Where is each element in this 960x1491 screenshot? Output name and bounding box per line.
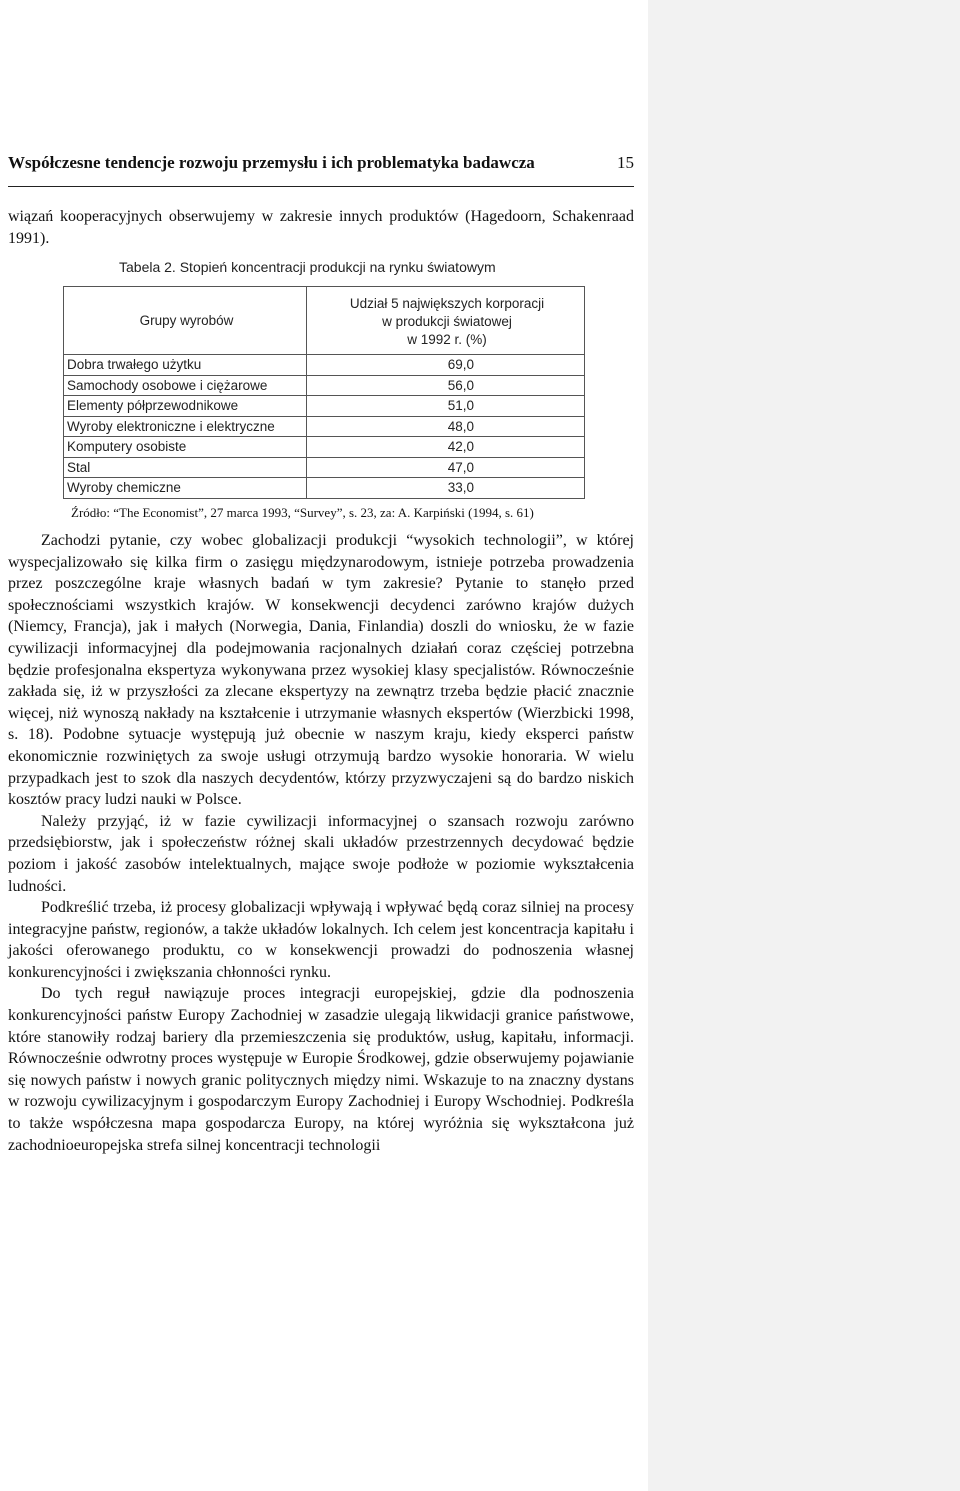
- row-group-cell: Komputery osobiste: [64, 437, 307, 458]
- table-row: [64, 457, 585, 478]
- header-title: Współczesne tendencje rozwoju przemysłu i ich problematyka badawcza: [8, 153, 535, 172]
- table-row: [64, 478, 585, 499]
- body-paragraph: Podkreślić trzeba, iż procesy globalizacji wpływają i wpływać będą coraz silniej na procesy integracyjne państw, regionów, a także układów lokalnych. Ich celem jest koncentracja kapitału i jakości oferowanego produktu, co w konsekwencji prowadzi do podnoszenia własnej konkurencyjności i zwiększania chłonności rynku.: [8, 899, 634, 981]
- row-group-cell: Dobra trwałego użytku: [64, 355, 307, 376]
- intro-paragraph: wiązań kooperacyjnych obserwujemy w zakresie innych produktów (Hagedoorn, Schakenraad 1991).: [8, 208, 634, 247]
- column-header-share-line1: Udział 5 największych korporacji: [349, 296, 545, 311]
- row-value-cell: 33,0: [307, 478, 585, 499]
- row-value-cell: 42,0: [307, 437, 585, 458]
- table-row: [64, 355, 585, 376]
- table-row: [64, 396, 585, 417]
- concentration-table: [63, 286, 585, 499]
- column-header-share-line3: w 1992 r. (%): [407, 332, 487, 347]
- row-group-cell: Wyroby elektroniczne i elektryczne: [64, 416, 307, 437]
- table-caption: Tabela 2. Stopień koncentracji produkcji na rynku światowym: [119, 259, 496, 275]
- column-header-share: [307, 287, 585, 355]
- body-text: [8, 530, 634, 1156]
- row-value-cell: 48,0: [307, 416, 585, 437]
- row-group-cell: Samochody osobowe i ciężarowe: [64, 375, 307, 396]
- table-row: [64, 416, 585, 437]
- row-group-cell: Elementy półprzewodnikowe: [64, 396, 307, 417]
- row-value-cell: 69,0: [307, 355, 585, 376]
- row-value-cell: 56,0: [307, 375, 585, 396]
- row-value-cell: 51,0: [307, 396, 585, 417]
- table-source-note: Źródło: “The Economist”, 27 marca 1993, “Survey”, s. 23, za: A. Karpiński (1994, s. 61): [71, 505, 534, 520]
- body-paragraph: Zachodzi pytanie, czy wobec globalizacji produkcji “wysokich technologii”, w której wyspecjalizowało się kilka firm o zasięgu międzynarodowym, istnieje potrzeba prowadzenia przez poszczególne kraje własnych badań w tym zakresie? Pytanie to stanęło przed społecznościami wszystkich krajów. W konsekwencji decydenci zarówno krajów dużych (Niemcy, Francja), jak i małych (Norwegia, Dania, Finlandia) doszli do wniosku, że w fazie cywilizacji informacyjnej dla podejmowania racjonalnych działań coraz częściej potrzebna będzie profesjonalna ekspertyza wykonywana przez wysokiej klasy specjalistów. Równocześnie zakłada się, iż w przyszłości za zlecane ekspertyzy na zewnątrz trzeba będzie płacić znacznie więcej, niż wynoszą nakłady na kształcenie i utrzymanie własnych ekspertów (Wierzbicki 1998, s. 18). Podobne sytuacje występują już obecnie w naszym kraju, kiedy eksperci państw ekonomicznie rozwiniętych za swoje usługi otrzymują bardzo wysokie honoraria. W wielu przypadkach jest to szok dla naszych decydentów, którzy przyzwyczajeni są do bardzo niskich kosztów pracy ludzi nauki w Polsce.: [8, 532, 634, 809]
- row-value-cell: 47,0: [307, 457, 585, 478]
- table-header-row: [64, 287, 585, 355]
- table-row: [64, 437, 585, 458]
- header-rule: [8, 186, 634, 187]
- running-header: [8, 153, 634, 173]
- row-group-cell: Stal: [64, 457, 307, 478]
- table-row: [64, 375, 585, 396]
- column-header-share-line2: w produkcji światowej: [382, 314, 512, 329]
- row-group-cell: Wyroby chemiczne: [64, 478, 307, 499]
- right-margin-panel: [648, 0, 960, 1491]
- body-paragraph: Do tych reguł nawiązuje proces integracji europejskiej, gdzie dla podnoszenia konkurencyjności państw Europy Zachodniej w zasadzie ulegają likwidacji granice państwowe, które stanowiły rodzaj bariery dla przemieszczenia się produktów, usług, kapitału, informacji. Równocześnie odwrotny proces występuje w Europie Środkowej, gdzie obserwujemy pojawianie się nowych państw i nowych granic politycznych między nimi. Wskazuje to na znaczny dystans w rozwoju cywilizacyjnym i gospodarczym Europy Zachodniej i Europy Wschodniej. Podkreśla to także współczesna mapa gospodarcza Europy, na której wyróżnia się wykształcona już zachodnioeuropejska strefa silnej koncentracji technologii: [8, 985, 634, 1154]
- page-number: 15: [617, 153, 634, 172]
- column-header-group: Grupy wyrobów: [64, 287, 307, 355]
- body-paragraph: Należy przyjąć, iż w fazie cywilizacji informacyjnej o szansach rozwoju zarówno przedsiębiorstw, jak i społeczeństw różnej skali układów przestrzennych decydować będzie poziom i jakość zasobów intelektualnych, mające swoje podłoże w poziomie wykształcenia ludności.: [8, 812, 634, 895]
